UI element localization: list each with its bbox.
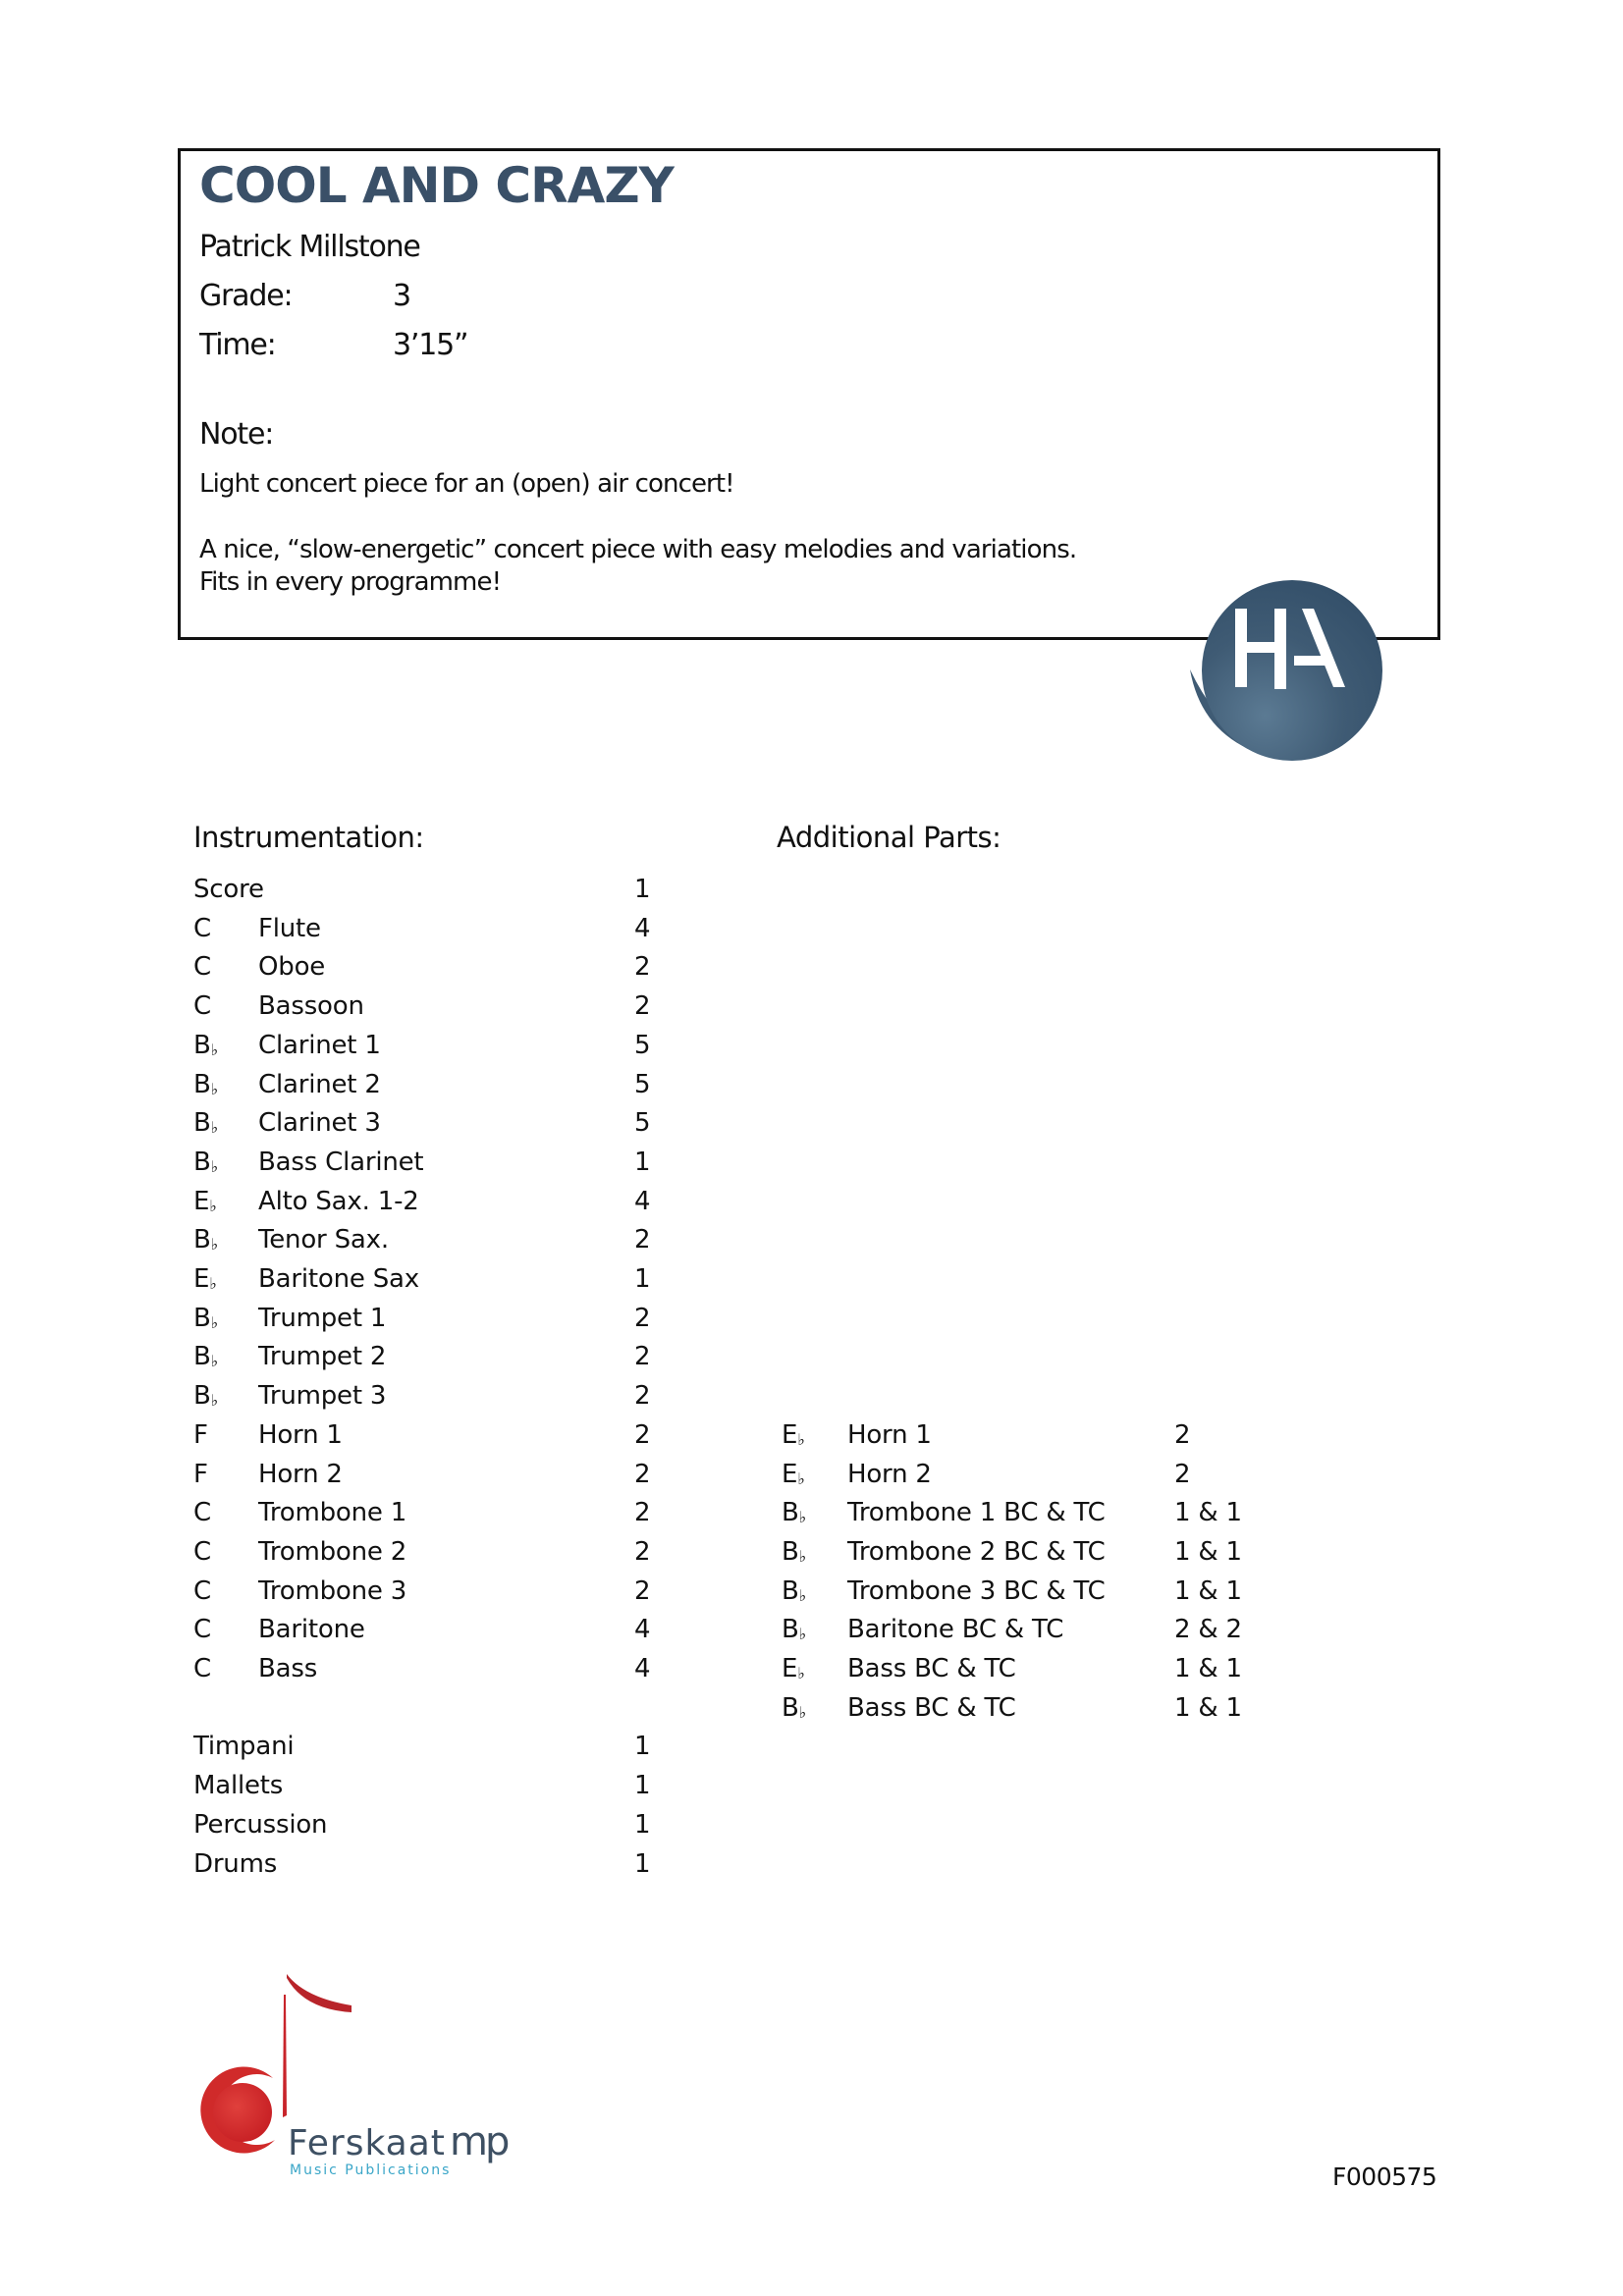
part-row <box>782 1649 1253 1688</box>
brand-tagline: Music Publications <box>290 2163 452 2178</box>
part-name: Oboe <box>258 952 326 983</box>
part-row <box>193 987 665 1026</box>
part-quantity: 2 & 2 <box>1174 1615 1242 1645</box>
flat-sign-icon: ♭ <box>210 1040 218 1059</box>
part-row <box>782 1610 1253 1649</box>
part-quantity: 1 & 1 <box>1174 1654 1242 1683</box>
part-row <box>782 1455 1253 1494</box>
part-row <box>193 947 665 987</box>
part-key: B♭ <box>782 1615 806 1645</box>
part-key: C <box>193 991 211 1022</box>
part-name: Baritone Sax <box>258 1264 419 1294</box>
part-row <box>193 1026 665 1065</box>
part-row <box>193 1065 665 1104</box>
part-name: Trumpet 3 <box>258 1381 387 1412</box>
part-quantity: 4 <box>634 1615 651 1645</box>
time-label: Time: <box>199 328 276 362</box>
ferskaat-logo <box>187 1968 520 2194</box>
part-quantity: 4 <box>634 913 651 943</box>
part-key: E♭ <box>782 1459 805 1489</box>
part-row <box>193 1455 665 1494</box>
flat-sign-icon: ♭ <box>798 1508 806 1527</box>
part-key: B♭ <box>193 1030 218 1060</box>
flat-sign-icon: ♭ <box>210 1079 218 1098</box>
part-row <box>193 1103 665 1143</box>
flat-sign-icon: ♭ <box>798 1702 806 1722</box>
part-row <box>193 1143 665 1182</box>
flat-sign-icon: ♭ <box>209 1274 217 1293</box>
part-row <box>193 1766 665 1805</box>
part-row <box>193 1299 665 1338</box>
flat-sign-icon: ♭ <box>210 1235 218 1255</box>
part-row <box>193 1844 665 1884</box>
part-name: Drums <box>193 1848 278 1879</box>
part-key: B♭ <box>193 1225 218 1255</box>
part-name: Clarinet 2 <box>258 1069 381 1099</box>
part-row <box>193 1415 665 1455</box>
part-name: Bassoon <box>258 991 364 1022</box>
part-quantity: 2 <box>634 1536 651 1567</box>
part-name: Mallets <box>193 1771 284 1801</box>
ha-publisher-logo <box>1178 571 1404 773</box>
part-key: B♭ <box>782 1498 806 1528</box>
brand-name: Ferskaat <box>288 2123 446 2163</box>
flat-sign-icon: ♭ <box>797 1468 805 1488</box>
grade-value: 3 <box>393 279 410 313</box>
part-name: Baritone BC & TC <box>847 1615 1064 1645</box>
part-quantity: 2 <box>634 1575 651 1606</box>
part-row <box>193 1572 665 1611</box>
part-quantity: 1 & 1 <box>1174 1498 1242 1528</box>
part-name: Bass <box>258 1654 318 1683</box>
composer-name: Patrick Millstone <box>199 230 420 264</box>
part-row <box>782 1493 1253 1532</box>
part-name: Score <box>193 875 264 904</box>
part-row <box>193 1532 665 1572</box>
catalog-number: F000575 <box>1332 2163 1437 2191</box>
part-quantity: 5 <box>634 1030 651 1060</box>
part-quantity: 2 <box>634 952 651 983</box>
part-name: Bass Clarinet <box>258 1147 424 1177</box>
part-row <box>782 1688 1253 1728</box>
part-quantity: 2 <box>634 1381 651 1412</box>
part-row <box>193 1649 665 1688</box>
part-name: Clarinet 1 <box>258 1030 381 1060</box>
flat-sign-icon: ♭ <box>798 1625 806 1644</box>
part-name: Clarinet 3 <box>258 1108 381 1139</box>
part-key: C <box>193 1575 211 1606</box>
part-row <box>193 1610 665 1649</box>
flat-sign-icon: ♭ <box>210 1156 218 1176</box>
part-row <box>782 1415 1253 1455</box>
note-line: Light concert piece for an (open) air concert! <box>199 469 734 499</box>
part-quantity: 1 <box>634 1771 651 1801</box>
flat-sign-icon: ♭ <box>210 1118 218 1138</box>
part-quantity: 5 <box>634 1108 651 1139</box>
part-row <box>193 870 665 909</box>
part-name: Trombone 3 BC & TC <box>847 1575 1106 1606</box>
part-key: F <box>193 1419 208 1450</box>
part-key: C <box>193 1498 211 1528</box>
part-key: C <box>193 1536 211 1567</box>
part-row <box>782 1572 1253 1611</box>
flat-sign-icon: ♭ <box>210 1391 218 1411</box>
part-row <box>193 1493 665 1532</box>
part-key: B♭ <box>193 1069 218 1099</box>
flat-sign-icon: ♭ <box>798 1585 806 1605</box>
part-name: Trombone 3 <box>258 1575 407 1606</box>
part-row <box>193 1259 665 1299</box>
part-name: Bass BC & TC <box>847 1654 1016 1683</box>
part-quantity: 2 <box>1174 1419 1191 1450</box>
part-name: Alto Sax. 1-2 <box>258 1186 419 1216</box>
part-key: E♭ <box>782 1419 805 1450</box>
part-quantity: 5 <box>634 1069 651 1099</box>
part-row <box>193 1376 665 1415</box>
part-row <box>193 1220 665 1259</box>
part-quantity: 1 <box>634 1848 651 1879</box>
part-key: B♭ <box>782 1692 806 1723</box>
part-name: Bass BC & TC <box>847 1692 1016 1723</box>
part-quantity: 1 <box>634 1732 651 1762</box>
additional-parts-heading: Additional Parts: <box>777 821 1001 854</box>
flat-sign-icon: ♭ <box>210 1312 218 1332</box>
note-line: A nice, “slow-energetic” concert piece with easy melodies and variations. <box>199 535 1077 564</box>
part-key: B♭ <box>193 1147 218 1177</box>
part-key: C <box>193 1654 211 1683</box>
part-name: Percussion <box>193 1809 328 1840</box>
flat-sign-icon: ♭ <box>210 1352 218 1371</box>
flat-sign-icon: ♭ <box>797 1429 805 1449</box>
info-box <box>178 148 1440 640</box>
part-name: Baritone <box>258 1615 365 1645</box>
part-row <box>782 1532 1253 1572</box>
part-key: B♭ <box>193 1303 218 1333</box>
note-stem-icon <box>283 1995 287 2117</box>
part-name: Tenor Sax. <box>258 1225 389 1255</box>
part-row <box>193 909 665 948</box>
part-quantity: 1 <box>634 875 651 904</box>
grade-label: Grade: <box>199 279 293 313</box>
part-quantity: 1 <box>634 1147 651 1177</box>
flat-sign-icon: ♭ <box>797 1664 805 1682</box>
part-quantity: 1 <box>634 1264 651 1294</box>
part-key: B♭ <box>193 1381 218 1412</box>
part-key: B♭ <box>782 1575 806 1606</box>
part-name: Flute <box>258 913 321 943</box>
brand-suffix: mp <box>450 2119 508 2164</box>
note-label: Note: <box>199 417 274 452</box>
part-quantity: 2 <box>1174 1459 1191 1489</box>
part-key: B♭ <box>193 1342 218 1372</box>
part-key: E♭ <box>193 1264 217 1294</box>
piece-title: COOL AND CRAZY <box>199 157 674 214</box>
part-name: Horn 2 <box>258 1459 343 1489</box>
part-key: F <box>193 1459 208 1489</box>
part-name: Trombone 1 BC & TC <box>847 1498 1106 1528</box>
part-quantity: 1 <box>634 1809 651 1840</box>
part-name: Horn 2 <box>847 1459 932 1489</box>
part-quantity: 2 <box>634 1225 651 1255</box>
part-row <box>193 1805 665 1844</box>
part-quantity: 1 & 1 <box>1174 1692 1242 1723</box>
part-key: B♭ <box>782 1536 806 1567</box>
note-head-icon <box>213 2083 272 2142</box>
part-row <box>193 1727 665 1766</box>
time-value: 3’15” <box>393 328 468 362</box>
part-name: Trombone 1 <box>258 1498 407 1528</box>
part-quantity: 4 <box>634 1654 651 1683</box>
part-key: C <box>193 1615 211 1645</box>
part-name: Trumpet 2 <box>258 1342 387 1372</box>
flat-sign-icon: ♭ <box>798 1546 806 1566</box>
part-quantity: 4 <box>634 1186 651 1216</box>
part-name: Trumpet 1 <box>258 1303 387 1333</box>
part-quantity: 2 <box>634 1303 651 1333</box>
part-quantity: 2 <box>634 1459 651 1489</box>
instrumentation-heading: Instrumentation: <box>193 821 424 854</box>
part-quantity: 1 & 1 <box>1174 1575 1242 1606</box>
note-line: Fits in every programme! <box>199 567 502 597</box>
ha-circle <box>1202 580 1382 761</box>
part-quantity: 2 <box>634 1342 651 1372</box>
part-name: Horn 1 <box>847 1419 932 1450</box>
part-key: E♭ <box>782 1654 805 1683</box>
flat-sign-icon: ♭ <box>209 1196 217 1215</box>
part-quantity: 1 & 1 <box>1174 1536 1242 1567</box>
part-key: E♭ <box>193 1186 217 1216</box>
part-quantity: 2 <box>634 1419 651 1450</box>
note-flag-icon <box>287 1974 352 2012</box>
part-key: B♭ <box>193 1108 218 1139</box>
part-name: Trombone 2 BC & TC <box>847 1536 1106 1567</box>
part-name: Trombone 2 <box>258 1536 407 1567</box>
part-key: C <box>193 952 211 983</box>
part-quantity: 2 <box>634 1498 651 1528</box>
part-name: Timpani <box>193 1732 295 1762</box>
part-key: C <box>193 913 211 943</box>
part-name: Horn 1 <box>258 1419 343 1450</box>
part-row <box>193 1337 665 1376</box>
part-quantity: 2 <box>634 991 651 1022</box>
part-row <box>193 1182 665 1221</box>
